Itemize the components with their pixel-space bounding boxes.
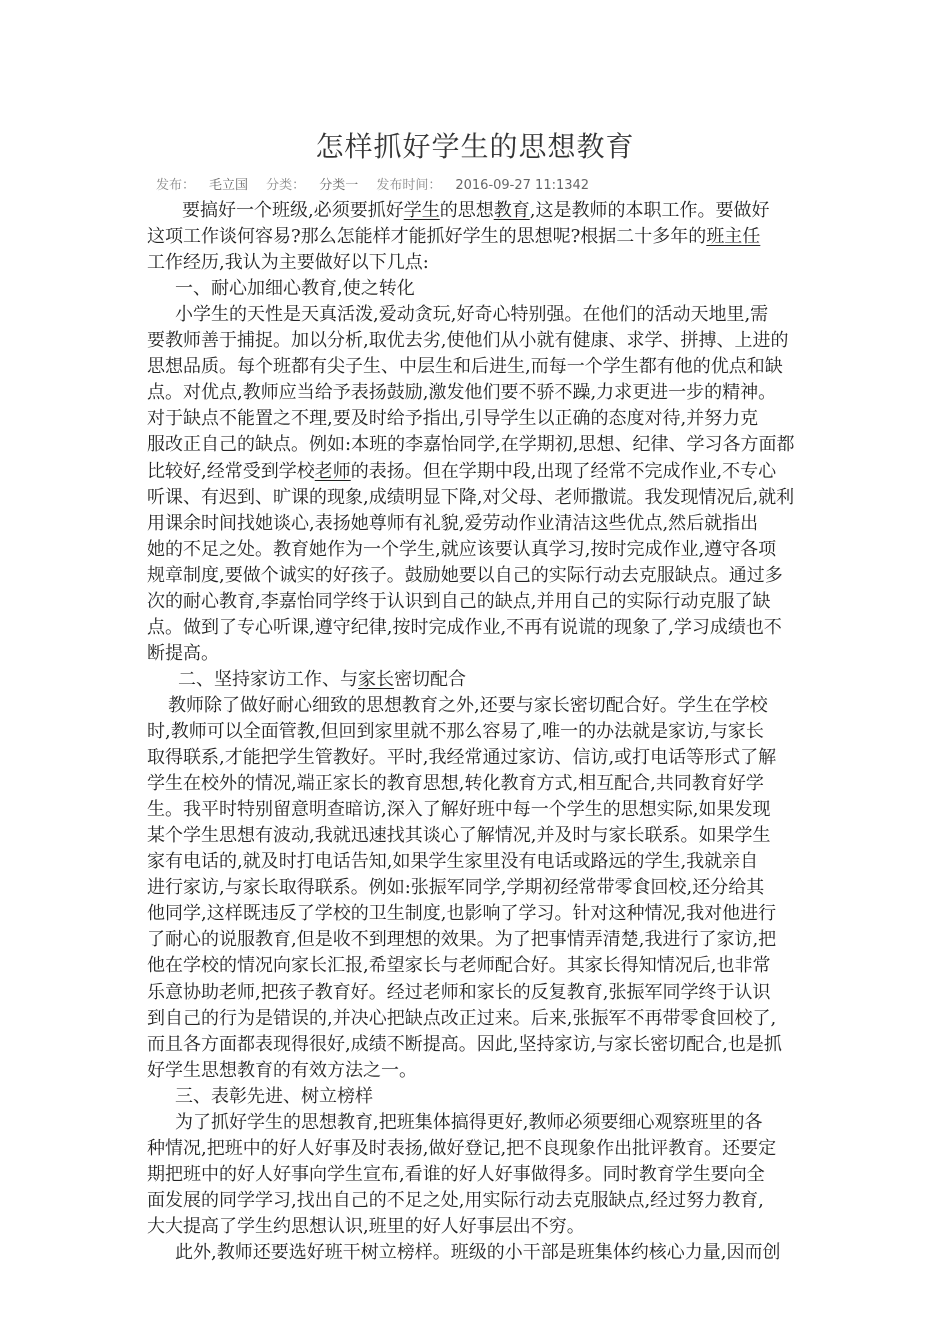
text-line: [147, 848, 758, 875]
text-segment: 比较好,经常受到学校: [147, 460, 315, 482]
author-field: [156, 178, 248, 193]
text-segment: 家有电话的,就及时打电话告知,如果学生家里没有电话或路远的学生,我就亲自: [147, 851, 759, 873]
text-segment: 他同学,这样既违反了学校的卫生制度,也影响了学习。针对这种情况,我对他进行: [147, 903, 777, 925]
time-value: 2016-09-27 11:1342: [455, 178, 590, 193]
category-field: [266, 178, 358, 193]
text-segment: 点。对优点,教师应当给予表扬鼓励,激发他们要不骄不躁,力求更进一步的精神。: [147, 382, 777, 404]
text-segment: 到自己的行为是错误的,并决心把缺点改正过来。后来,张振军不再带零食回校了,: [147, 1007, 777, 1029]
text-line: [147, 249, 429, 276]
keyword-link[interactable]: 教育: [493, 200, 530, 221]
text-segment: 了耐心的说服教育,但是收不到理想的效果。为了把事情弄清楚,我进行了家访,把: [147, 929, 777, 951]
text-line: [168, 692, 768, 719]
author-label: 发布：: [156, 178, 196, 193]
text-line: [147, 405, 758, 432]
text-segment: 乐意协助老师,把孩子教育好。经过老师和家长的反复教育,张振军同学终于认识: [147, 981, 771, 1003]
text-segment: 服改正自己的缺点。例如:本班的李嘉怡同学,在学期初,思想、纪律、学习各方面都: [147, 434, 795, 456]
text-segment: 用课余时间找她谈心,表扬她尊师有礼貌,爱劳动作业清洁这些优点,然后就指出: [147, 512, 759, 534]
text-line: [182, 197, 769, 224]
text-segment: 某个学生思想有波动,我就迅速找其谈心了解情况,并及时与家长联系。如果学生: [147, 825, 771, 847]
keyword-link[interactable]: 老师: [314, 460, 351, 482]
text-line: [147, 431, 795, 458]
text-segment: 点。做到了专心听课,遵守纪律,按时完成作业,不再有说谎的现象了,学习成绩也不: [147, 616, 782, 638]
text-line: [147, 458, 776, 485]
text-line: [147, 1187, 764, 1214]
text-line: [175, 1239, 780, 1266]
article-meta: [156, 176, 603, 196]
text-line: [175, 275, 415, 302]
text-segment: 为了抓好学生的思想教育,把班集体搞得更好,教师必须要细心观察班里的各: [175, 1111, 763, 1133]
text-segment: 密切配合: [394, 668, 466, 690]
text-segment: 的表扬。但在学期中段,出现了经常不完成作业,不专心: [350, 460, 777, 482]
text-line: [147, 1213, 585, 1240]
time-field: [376, 178, 589, 193]
text-segment: 三、表彰先进、树立榜样: [175, 1085, 373, 1107]
text-line: [147, 874, 764, 901]
page-title: 怎样抓好学生的思想教育: [315, 130, 635, 163]
text-segment: 二、坚持家访工作、与: [178, 668, 358, 690]
text-line: [147, 223, 760, 250]
text-segment: 听课、有迟到、旷课的现象,成绩明显下降,对父母、老师撒谎。我发现情况后,就利: [147, 486, 795, 508]
text-segment: ,这是教师的本职工作。要做好: [529, 200, 770, 221]
text-line: [147, 484, 794, 511]
text-line: [147, 1057, 417, 1084]
text-line: [147, 770, 764, 797]
text-segment: 一、耐心加细心教育,使之转化: [175, 278, 415, 300]
text-line: [147, 1135, 776, 1162]
text-line: [147, 1161, 765, 1188]
author-value: 毛立国: [209, 178, 249, 193]
text-segment: 他在学校的情况向家长汇报,希望家长与老师配合好。其家长得知情况后,也非常: [147, 955, 771, 977]
text-line: [147, 510, 758, 537]
text-segment: 的思想: [439, 200, 494, 221]
text-line: [147, 926, 776, 953]
time-label: 发布时间：: [376, 178, 442, 193]
text-line: [147, 744, 776, 771]
text-line: [147, 900, 776, 927]
text-segment: 期把班中的好人好事向学生宣布,看谁的好人好事做得多。同时教育学生要向全: [147, 1163, 765, 1185]
text-segment: 要搞好一个班级,必须要抓好: [182, 200, 404, 221]
text-line: [175, 1109, 762, 1136]
text-line: [147, 718, 764, 745]
text-line: [147, 640, 219, 667]
text-segment: 好学生思想教育的有效方法之一。: [147, 1059, 417, 1081]
text-segment: 此外,教师还要选好班干树立榜样。班级的小干部是班集体约核心力量,因而创: [175, 1242, 781, 1263]
text-segment: 种情况,把班中的好人好事及时表扬,做好登记,把不良现象作出批评教育。还要定: [147, 1137, 777, 1159]
text-segment: 取得联系,才能把学生管教好。平时,我经常通过家访、信访,或打电话等形式了解: [147, 747, 777, 769]
text-line: [175, 301, 768, 328]
text-segment: 小学生的天性是天真活泼,爱动贪玩,好奇心特别强。在他们的活动天地里,需: [175, 304, 769, 326]
text-line: [147, 979, 770, 1006]
text-line: [178, 666, 466, 693]
text-segment: 要教师善于捕捉。加以分析,取优去劣,使他们从小就有健康、求学、拼搏、上进的: [147, 330, 789, 352]
text-segment: 对于缺点不能置之不理,要及时给予指出,引导学生以正确的态度对待,并努力克: [147, 408, 759, 430]
text-segment: 规章制度,要做个诚实的好孩子。鼓励她要以自己的实际行动去克服缺点。通过多: [147, 564, 783, 586]
text-line: [147, 822, 770, 849]
text-line: [147, 796, 770, 823]
keyword-link[interactable]: 家长: [358, 668, 394, 690]
text-segment: 工作经历,我认为主要做好以下几点:: [147, 252, 429, 274]
text-segment: 教师除了做好耐心细致的思想教育之外,还要与家长密切配合好。学生在学校: [168, 694, 768, 716]
text-segment: 进行家访,与家长取得联系。例如:张振军同学,学期初经常带零食回校,还分给其: [147, 877, 765, 899]
text-line: [147, 614, 782, 641]
text-line: [147, 952, 770, 979]
text-segment: 次的耐心教育,李嘉怡同学终于认识到自己的缺点,并用自己的实际行动克服了缺: [147, 590, 771, 612]
text-segment: 思想品质。每个班都有尖子生、中层生和后进生,而每一个学生都有他的优点和缺: [147, 356, 783, 378]
text-line: [147, 353, 783, 380]
category-value: 分类一: [319, 178, 359, 193]
keyword-link[interactable]: 学生: [403, 200, 440, 221]
text-segment: 而且各方面都表现得很好,成绩不断提高。因此,坚持家访,与家长密切配合,也是抓: [147, 1033, 782, 1055]
text-line: [147, 1005, 776, 1032]
category-label: 分类：: [266, 178, 306, 193]
text-segment: 这项工作谈何容易?那么怎能样才能抓好学生的思想呢?根据二十多年的: [147, 226, 707, 248]
text-segment: 大大提高了学生约思想认识,班里的好人好事层出不穷。: [147, 1215, 585, 1237]
text-segment: 面发展的同学学习,找出自己的不足之处,用实际行动去克服缺点,经过努力教育,: [147, 1189, 764, 1211]
text-segment: 生。我平时特别留意明查暗访,深入了解好班中每一个学生的思想实际,如果发现: [147, 799, 771, 821]
text-segment: 断提高。: [147, 642, 219, 664]
text-segment: 学生在校外的情况,端正家长的教育思想,转化教育方式,相互配合,共同教育好学: [147, 773, 764, 795]
text-line: [147, 588, 770, 615]
text-line: [147, 536, 776, 563]
text-line: [175, 1083, 373, 1110]
text-segment: 时,教师可以全面管教,但回到家里就不那么容易了,唯一的办法就是家访,与家长: [147, 721, 764, 742]
text-line: [147, 379, 776, 406]
text-line: [147, 327, 788, 354]
keyword-link[interactable]: 班主任: [706, 226, 761, 248]
text-line: [147, 1031, 782, 1058]
text-segment: 她的不足之处。教育她作为一个学生,就应该要认真学习,按时完成作业,遵守各项: [147, 538, 777, 560]
text-line: [147, 562, 783, 589]
